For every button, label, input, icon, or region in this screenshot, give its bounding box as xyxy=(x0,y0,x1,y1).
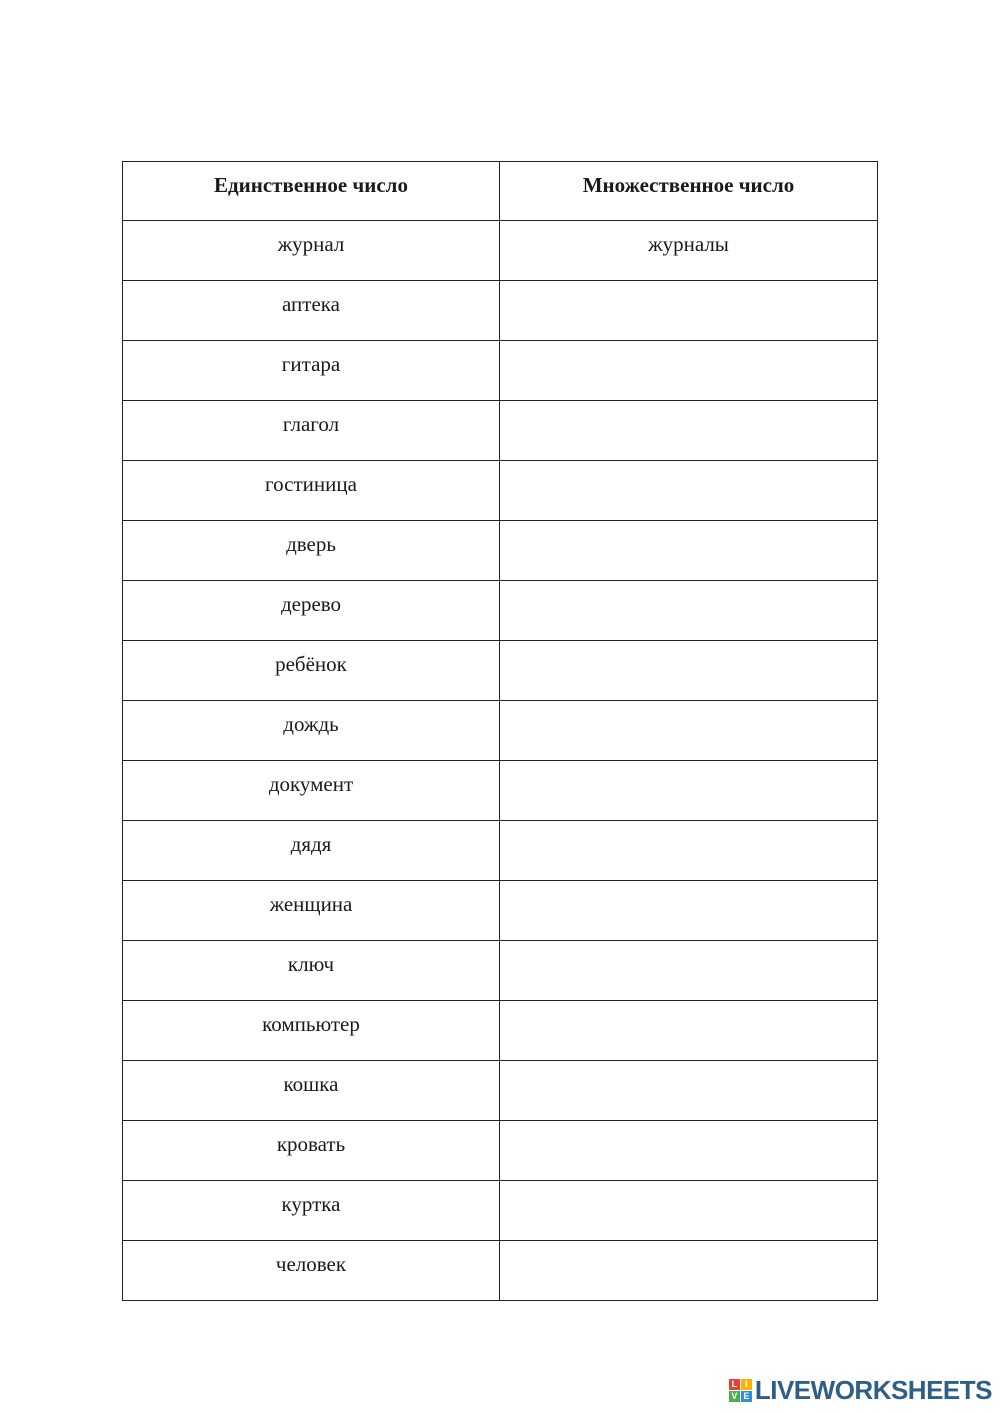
table-row xyxy=(123,641,878,701)
singular-word-cell: гитара xyxy=(123,341,500,401)
logo-letter-i: I xyxy=(741,1379,752,1390)
singular-word-cell: дождь xyxy=(123,701,500,761)
singular-word-cell: кошка xyxy=(123,1061,500,1121)
table-row xyxy=(123,941,878,1001)
table-row xyxy=(123,461,878,521)
singular-word-cell: кровать xyxy=(123,1121,500,1181)
plural-answer-cell[interactable] xyxy=(500,761,878,821)
table-row xyxy=(123,581,878,641)
singular-word-cell: дерево xyxy=(123,581,500,641)
plural-answer-cell[interactable] xyxy=(500,1061,878,1121)
table-row xyxy=(123,881,878,941)
singular-word-cell: аптека xyxy=(123,281,500,341)
table-row xyxy=(123,1061,878,1121)
plural-answer-cell[interactable] xyxy=(500,521,878,581)
singular-word-cell: ключ xyxy=(123,941,500,1001)
singular-word-cell: компьютер xyxy=(123,1001,500,1061)
plural-answer-cell[interactable] xyxy=(500,401,878,461)
column-header-singular: Единственное число xyxy=(123,162,500,221)
singular-word-cell: женщина xyxy=(123,881,500,941)
liveworksheets-brand xyxy=(729,1375,992,1406)
plural-answer-cell[interactable] xyxy=(500,1121,878,1181)
plural-answer-cell[interactable] xyxy=(500,341,878,401)
table-row xyxy=(123,1121,878,1181)
plural-answer-cell[interactable] xyxy=(500,281,878,341)
table-row xyxy=(123,521,878,581)
brand-name: LIVEWORKSHEETS xyxy=(754,1375,992,1405)
plural-answer-cell[interactable] xyxy=(500,1181,878,1241)
singular-word-cell: дверь xyxy=(123,521,500,581)
logo-letter-l: L xyxy=(729,1379,740,1390)
plural-answer-cell[interactable] xyxy=(500,1001,878,1061)
plural-answer-cell[interactable] xyxy=(500,881,878,941)
table-row xyxy=(123,761,878,821)
table-row xyxy=(123,1241,878,1301)
table-header-row xyxy=(123,162,878,221)
table-row xyxy=(123,1181,878,1241)
plural-answer-cell[interactable] xyxy=(500,941,878,1001)
plural-answer-cell[interactable]: журналы xyxy=(500,221,878,281)
singular-word-cell: документ xyxy=(123,761,500,821)
singular-word-cell: дядя xyxy=(123,821,500,881)
table-row xyxy=(123,1001,878,1061)
singular-word-cell: куртка xyxy=(123,1181,500,1241)
table-row xyxy=(123,821,878,881)
singular-word-cell: человек xyxy=(123,1241,500,1301)
column-header-plural: Множественное число xyxy=(500,162,878,221)
table-row xyxy=(123,341,878,401)
table-row xyxy=(123,281,878,341)
singular-word-cell: журнал xyxy=(123,221,500,281)
logo-letter-e: E xyxy=(741,1391,752,1402)
singular-word-cell: ребёнок xyxy=(123,641,500,701)
plural-answer-cell[interactable] xyxy=(500,641,878,701)
plural-answer-cell[interactable] xyxy=(500,461,878,521)
plural-forms-table xyxy=(122,161,878,1301)
logo-letter-v: V xyxy=(729,1391,740,1402)
plural-answer-cell[interactable] xyxy=(500,1241,878,1301)
liveworksheets-logo-icon xyxy=(729,1379,752,1402)
plural-answer-cell[interactable] xyxy=(500,821,878,881)
table-row xyxy=(123,701,878,761)
plural-answer-cell[interactable] xyxy=(500,701,878,761)
singular-word-cell: гостиница xyxy=(123,461,500,521)
singular-word-cell: глагол xyxy=(123,401,500,461)
table-row xyxy=(123,401,878,461)
plural-answer-cell[interactable] xyxy=(500,581,878,641)
table-row xyxy=(123,221,878,281)
